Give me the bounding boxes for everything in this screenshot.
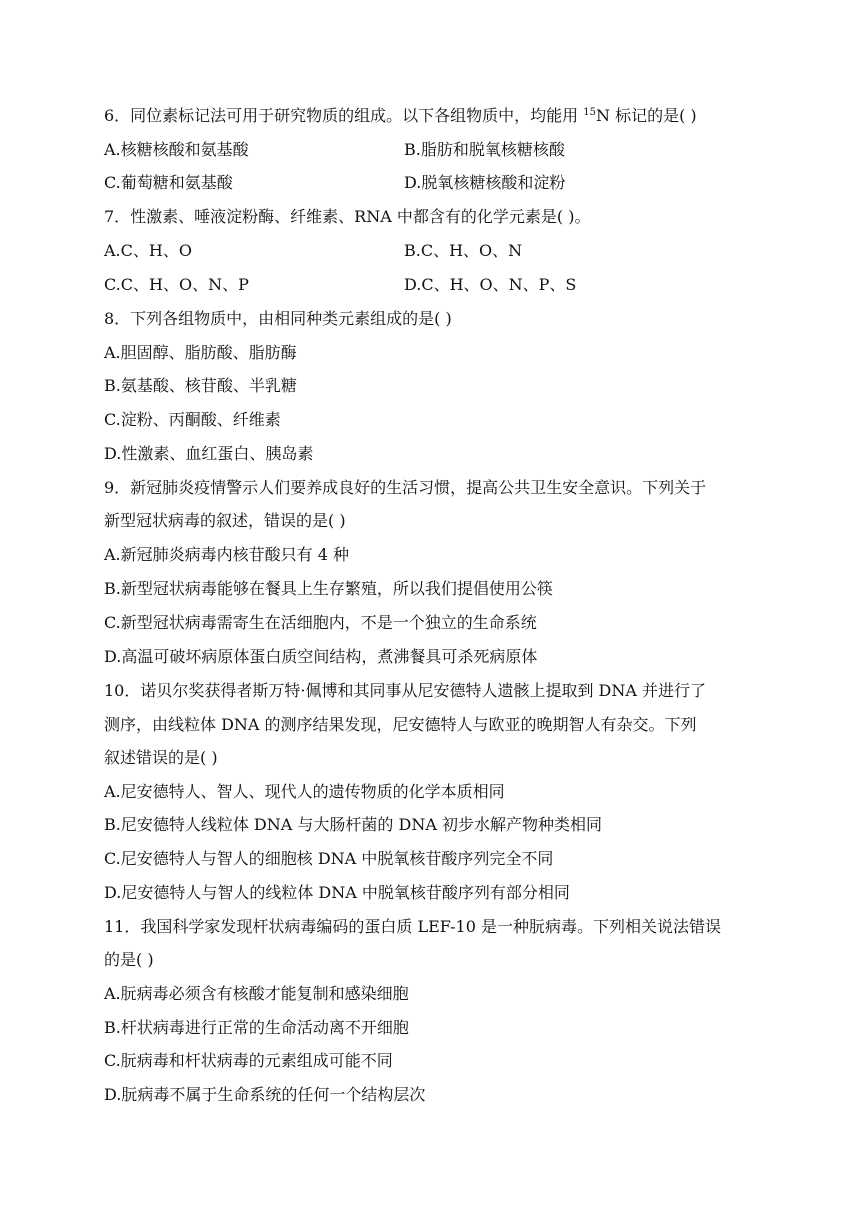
- question-6-option-d: D.脱氧核糖核酸和淀粉: [404, 173, 566, 192]
- question-8-option-b: B.氨基酸、核苷酸、半乳糖: [104, 376, 297, 395]
- question-9-option-b: B.新型冠状病毒能够在餐具上生存繁殖，所以我们提倡使用公筷: [104, 579, 553, 598]
- question-9-option-a: A.新冠肺炎病毒内核苷酸只有 4 种: [104, 545, 349, 564]
- question-9-option-d: D.高温可破坏病原体蛋白质空间结构，煮沸餐具可杀死病原体: [104, 647, 538, 666]
- question-8-option-a: A.胆固醇、脂肪酸、脂肪酶: [104, 343, 297, 362]
- question-9-option-c: C.新型冠状病毒需寄生在活细胞内，不是一个独立的生命系统: [104, 613, 537, 632]
- question-10-option-c: C.尼安德特人与智人的细胞核 DNA 中脱氧核苷酸序列完全不同: [104, 849, 554, 868]
- question-7-option-d: D.C、H、O、N、P、S: [404, 275, 577, 294]
- question-11-option-d: D.朊病毒不属于生命系统的任何一个结构层次: [104, 1085, 426, 1104]
- question-7-option-a: A.C、H、O: [104, 241, 192, 260]
- question-10-stem-line3: 叙述错误的是( ): [104, 748, 218, 767]
- question-11-option-a: A.朊病毒必须含有核酸才能复制和感染细胞: [104, 984, 409, 1003]
- question-8-option-c: C.淀粉、丙酮酸、纤维素: [104, 410, 281, 429]
- question-6-option-c: C.葡萄糖和氨基酸: [104, 173, 233, 192]
- question-6-option-b: B.脂肪和脱氧核糖核酸: [404, 140, 565, 159]
- question-10-stem-line1: 10．诺贝尔奖获得者斯万特·佩博和其同事从尼安德特人遗骸上提取到 DNA 并进行了: [104, 681, 707, 700]
- question-6-stem-part2: N 标记的是( ): [596, 106, 697, 125]
- question-10-option-b: B.尼安德特人线粒体 DNA 与大肠杆菌的 DNA 初步水解产物种类相同: [104, 815, 602, 834]
- question-11-option-c: C.朊病毒和杆状病毒的元素组成可能不同: [104, 1051, 393, 1070]
- question-8-stem: 8．下列各组物质中，由相同种类元素组成的是( ): [104, 309, 452, 328]
- question-8-option-d: D.性激素、血红蛋白、胰岛素: [104, 444, 314, 463]
- question-11-stem-line1: 11．我国科学家发现杆状病毒编码的蛋白质 LEF-10 是一种朊病毒。下列相关说法错误: [104, 917, 721, 936]
- question-10-stem-line2: 测序，由线粒体 DNA 的测序结果发现，尼安德特人与欧亚的晚期智人有杂交。下列: [104, 715, 697, 734]
- question-6-stem: [104, 106, 697, 126]
- question-10-option-a: A.尼安德特人、智人、现代人的遗传物质的化学本质相同: [104, 782, 505, 801]
- question-11-stem-line2: 的是( ): [104, 950, 154, 969]
- question-7-option-b: B.C、H、O、N: [404, 241, 523, 260]
- question-6-option-a: A.核糖核酸和氨基酸: [104, 140, 249, 159]
- question-6-stem-part1: 6．同位素标记法可用于研究物质的组成。以下各组物质中，均能用: [104, 106, 584, 125]
- superscript-15: 15: [583, 107, 597, 118]
- question-7-option-c: C.C、H、O、N、P: [104, 275, 249, 294]
- question-9-stem-line1: 9．新冠肺炎疫情警示人们要养成良好的生活习惯，提高公共卫生安全意识。下列关于: [104, 478, 707, 497]
- question-7-stem: 7．性激素、唾液淀粉酶、纤维素、RNA 中都含有的化学元素是( )。: [104, 207, 591, 226]
- question-11-option-b: B.杆状病毒进行正常的生命活动离不开细胞: [104, 1018, 409, 1037]
- question-9-stem-line2: 新型冠状病毒的叙述，错误的是( ): [104, 511, 346, 530]
- question-10-option-d: D.尼安德特人与智人的线粒体 DNA 中脱氧核苷酸序列有部分相同: [104, 883, 570, 902]
